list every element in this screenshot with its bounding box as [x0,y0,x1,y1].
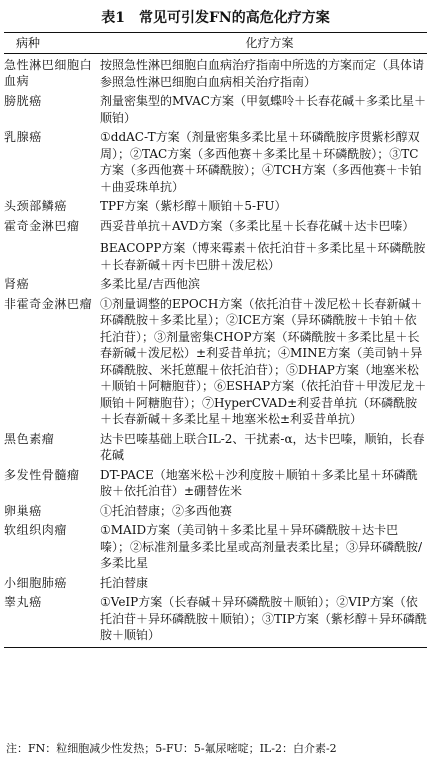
regimen-cell [100,467,427,500]
table-row [4,57,427,90]
table-row [4,198,427,215]
header-regimen: 化疗方案 [245,36,294,50]
regimen-text: ①剂量调整的EPOCH方案（依托泊苷＋泼尼松＋长春新碱＋环磷酰胺＋多柔比星）；②ICE方案（异环磷酰胺＋卡铂＋依托泊苷）；③剂量密集CHOP方案（环磷酰胺＋多柔比星＋长春新碱＋泼尼松）±利妥昔单抗；④MINE方案（美司钠＋异环磷酰胺、米托蒽醌＋依托泊苷）；⑤DHAP方案（地塞米松＋顺铂＋阿糖胞苷）；⑥ESHAP方案（依托泊苷＋甲泼尼龙＋顺铂＋阿糖胞苷）；⑦HyperCVAD±利妥昔单抗（环磷酰胺＋长春新碱＋多柔比星＋地塞米松±利妥昔单抗） [100,296,427,426]
regimen-cell [100,57,427,90]
table-row [4,467,427,500]
regimen-text: ①MAID方案（美司钠＋多柔比星＋异环磷酰胺＋达卡巴嗪）；②标准剂量多柔比星或高剂量表柔比星；③异环磷酰胺/多柔比星 [100,523,423,570]
header-disease: 病种 [16,36,41,50]
regimen-cell [100,198,427,215]
disease-cell: 乳腺癌 [4,130,42,144]
disease-cell: 头颈部鳞癌 [4,199,68,213]
table-row [4,93,427,126]
regimen-text: 西妥昔单抗＋AVD方案（多柔比星＋长春花碱＋达卡巴嗪） [100,218,415,233]
regimen-text: 达卡巴嗪基础上联合IL-2、干扰素-α，达卡巴嗪，顺铂，长春花碱 [100,431,425,462]
disease-cell: 软组织肉瘤 [4,523,68,537]
table-row [4,575,427,592]
table-header-row [4,33,427,53]
regimen-table [4,32,427,648]
regimen-text: ①ddAC-T方案（剂量密集多柔比星＋环磷酰胺序贯紫杉醇双周）；②TAC方案（多西他赛＋多柔比星＋环磷酰胺）；③TC方案（多西他赛＋环磷酰胺）；④TCH方案（多西他赛＋卡铂＋曲妥珠单抗） [100,130,422,194]
regimen-cell [100,575,427,592]
regimen-text: TPF方案（紫杉醇＋顺铂＋5-FU） [100,199,287,213]
regimen-cell [100,218,427,274]
disease-cell: 肾癌 [4,277,30,291]
table-bottom-rule [4,647,427,648]
disease-cell: 卵巢癌 [4,503,42,518]
regimen-text: DT-PACE（地塞米松＋沙利度胺＋顺铂＋多柔比星＋环磷酰胺＋依托泊苷）±硼替佐米 [100,467,418,498]
table-caption: 表1 常见可引发FN的高危化疗方案 [101,10,330,26]
regimen-text: 多柔比星/吉西他滨 [100,277,201,291]
regimen-cell [100,431,427,464]
table-row [4,296,427,428]
table-row [4,129,427,195]
table-row [4,276,427,293]
regimen-text: BEACOPP方案（博来霉素＋依托泊苷＋多柔比星＋环磷酰胺＋长春新碱＋丙卡巴肼＋泼尼松） [100,241,426,272]
table-body [4,57,427,644]
disease-cell: 小细胞肺癌 [4,575,68,590]
disease-cell: 霍奇金淋巴瘤 [4,218,80,233]
regimen-cell [100,594,427,644]
table-row [4,218,427,274]
regimen-text: ①托泊替康；②多西他赛 [100,503,233,518]
table-row [4,594,427,644]
disease-cell: 多发性骨髓瘤 [4,467,80,482]
regimen-text: ①VeIP方案（长春碱＋异环磷酰胺＋顺铂）；②VIP方案（依托泊苷＋异环磷酰胺＋顺铂）；③TIP方案（紫杉醇＋异环磷酰胺＋顺铂） [100,595,427,642]
disease-cell: 睾丸癌 [4,595,42,609]
disease-cell: 急性淋巴细胞白血病 [4,58,93,88]
regimen-cell [100,296,427,428]
disease-cell: 黑色素瘤 [4,431,55,446]
regimen-cell [100,93,427,126]
disease-cell: 膀胱癌 [4,94,42,108]
regimen-cell [100,522,427,572]
table-header-rule [4,53,427,54]
regimen-text: 托泊替康 [100,575,149,590]
table-row [4,522,427,572]
regimen-cell [100,276,427,293]
regimen-text: 剂量密集型的MVAC方案（甲氨蝶呤＋长春花碱＋多柔比星＋顺铂） [100,94,426,125]
table-note: 注：FN：粒细胞减少性发热；5-FU：5-氟尿嘧啶；IL-2：白介素-2 [6,742,337,755]
regimen-cell [100,129,427,195]
table-row [4,503,427,520]
regimen-text: 按照急性淋巴细胞白血病治疗指南中所选的方案而定（具体请参照急性淋巴细胞白血病相关治疗指南） [100,58,425,89]
disease-cell: 非霍奇金淋巴瘤 [4,296,93,311]
regimen-cell [100,503,427,520]
table-row [4,431,427,464]
